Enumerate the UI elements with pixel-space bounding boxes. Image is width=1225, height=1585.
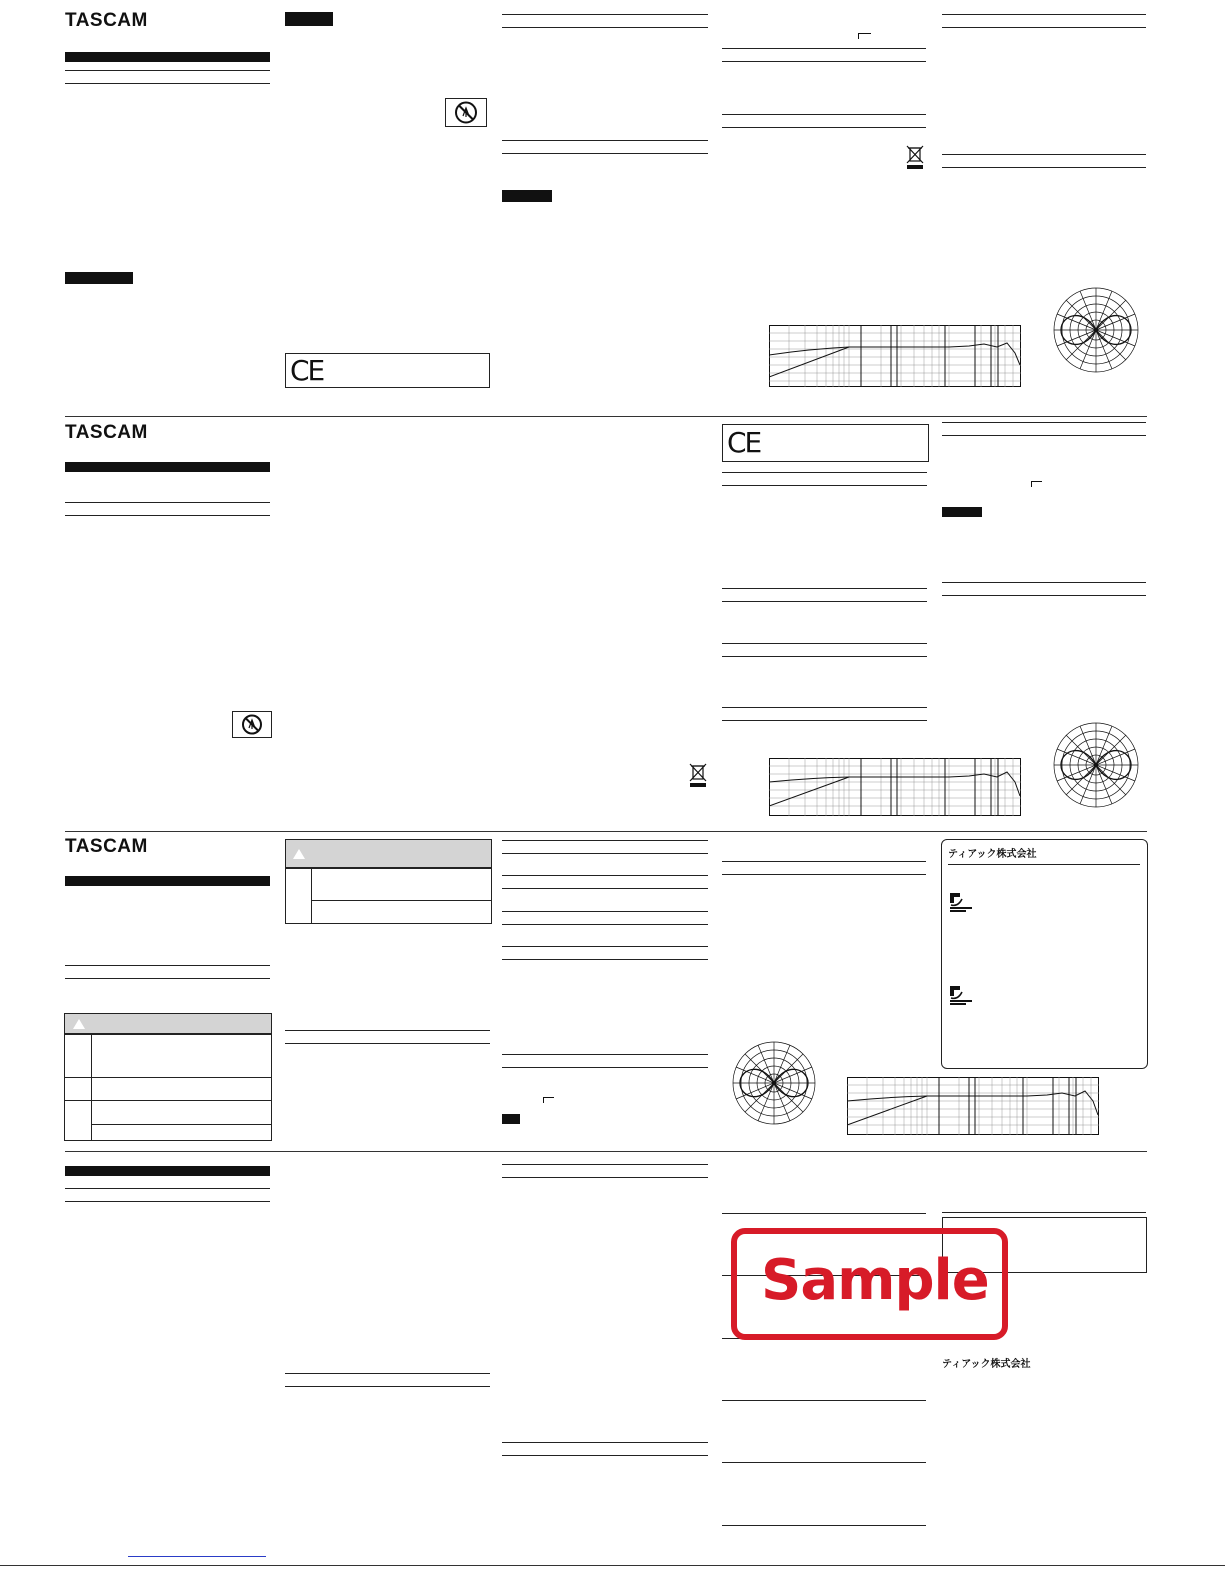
table-divider bbox=[65, 1100, 271, 1101]
section-rule bbox=[722, 1213, 926, 1214]
section-rule bbox=[285, 1030, 490, 1044]
section-rule bbox=[65, 502, 270, 516]
table-divider bbox=[65, 1077, 271, 1078]
section-rule bbox=[502, 1442, 708, 1456]
table-divider bbox=[311, 900, 491, 901]
section-rule bbox=[722, 707, 927, 721]
sample-stamp bbox=[731, 1228, 1008, 1340]
section-rule bbox=[722, 48, 926, 62]
polar-pattern-chart bbox=[1053, 287, 1139, 373]
title-bar bbox=[65, 1166, 270, 1176]
section-rule bbox=[285, 1373, 490, 1387]
brand-logo: TASCAM bbox=[65, 10, 148, 31]
section-rule bbox=[942, 14, 1146, 28]
crossed-out-bin-icon bbox=[688, 762, 708, 788]
warning-table bbox=[285, 867, 492, 924]
ce-mark: CE bbox=[290, 354, 324, 387]
section-rule bbox=[502, 875, 708, 889]
recycling-association-icon bbox=[948, 891, 976, 913]
section-rule bbox=[65, 70, 270, 84]
frequency-response-chart bbox=[769, 325, 1021, 387]
ce-mark-box bbox=[285, 353, 490, 388]
polar-pattern-chart bbox=[732, 1041, 816, 1125]
brand-logo: TASCAM bbox=[65, 422, 148, 443]
recycling-association-icon bbox=[948, 984, 976, 1006]
frequency-response-chart bbox=[847, 1077, 1099, 1135]
section-rule bbox=[722, 861, 926, 875]
section-rule bbox=[65, 965, 270, 979]
panel-divider bbox=[65, 1151, 1147, 1152]
section-rule bbox=[722, 1525, 926, 1526]
company-name: ティアック株式会社 bbox=[942, 1359, 1031, 1370]
company-info-box bbox=[941, 839, 1148, 1069]
section-rule bbox=[722, 114, 926, 128]
company-name: ティアック株式会社 bbox=[948, 849, 1037, 860]
section-rule bbox=[722, 1400, 926, 1401]
section-rule bbox=[722, 1462, 926, 1463]
heading-tab bbox=[502, 1114, 520, 1124]
title-bar bbox=[65, 876, 270, 886]
heading-tab bbox=[285, 12, 333, 26]
polar-pattern-chart bbox=[1053, 722, 1139, 808]
panel-divider bbox=[65, 831, 1147, 832]
warning-table-header bbox=[285, 839, 492, 869]
section-rule bbox=[502, 1054, 708, 1068]
section-rule bbox=[502, 1164, 708, 1178]
section-rule bbox=[502, 14, 708, 28]
brand-logo: TASCAM bbox=[65, 836, 148, 857]
link-underline[interactable] bbox=[128, 1556, 266, 1557]
warning-table bbox=[64, 1033, 272, 1141]
heading-tab bbox=[65, 272, 133, 284]
warning-triangle-icon bbox=[293, 849, 305, 859]
ce-mark-box bbox=[722, 424, 929, 462]
section-rule bbox=[502, 840, 708, 854]
no-tripod-icon bbox=[232, 711, 272, 738]
section-rule bbox=[65, 1188, 270, 1202]
section-rule bbox=[942, 154, 1146, 168]
section-rule bbox=[722, 588, 927, 602]
title-bar bbox=[65, 462, 270, 472]
table-divider bbox=[91, 1124, 271, 1125]
crossed-out-bin-icon bbox=[905, 144, 925, 170]
panel-divider bbox=[65, 416, 1147, 417]
heading-tab bbox=[502, 190, 552, 202]
section-rule bbox=[722, 472, 927, 486]
section-rule bbox=[502, 911, 708, 925]
frequency-response-chart bbox=[769, 758, 1021, 816]
corner-mark bbox=[1031, 481, 1042, 487]
section-rule bbox=[502, 140, 708, 154]
warning-triangle-icon bbox=[73, 1019, 85, 1029]
title-bar bbox=[65, 52, 270, 62]
section-rule bbox=[502, 946, 708, 960]
company-rule bbox=[948, 864, 1140, 865]
warning-table-header bbox=[64, 1013, 272, 1035]
corner-mark bbox=[858, 33, 871, 39]
heading-tab bbox=[942, 507, 982, 517]
section-rule bbox=[722, 643, 927, 657]
corner-mark bbox=[543, 1097, 554, 1103]
sample-stamp-text: Sample bbox=[761, 1248, 989, 1313]
section-rule bbox=[942, 582, 1146, 596]
page-bottom-line bbox=[0, 1565, 1225, 1566]
no-tripod-icon bbox=[445, 98, 487, 127]
table-divider bbox=[311, 868, 312, 923]
section-rule bbox=[942, 422, 1146, 436]
section-rule bbox=[942, 1212, 1146, 1213]
ce-mark: CE bbox=[727, 426, 761, 459]
